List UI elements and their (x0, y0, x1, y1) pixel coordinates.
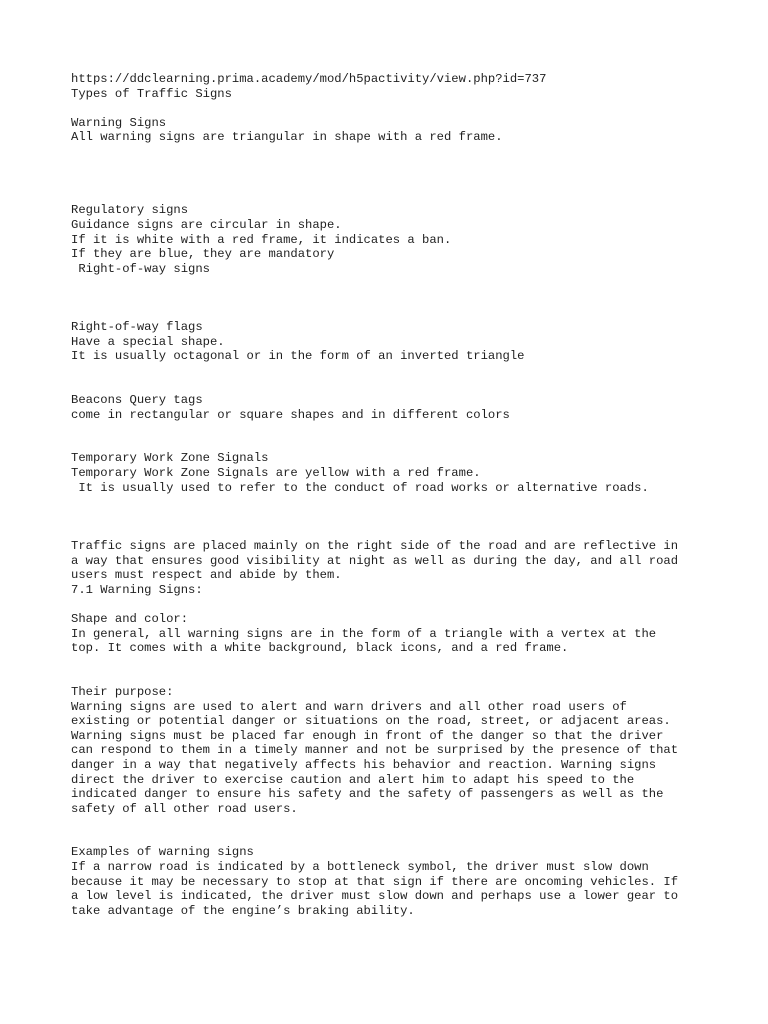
purpose-heading: Their purpose: (71, 684, 174, 699)
blank-line (71, 291, 711, 306)
regulatory-line: If they are blue, they are mandatory (71, 247, 335, 262)
doc-title: Types of Traffic Signs (71, 86, 232, 101)
purpose-paragraph: direct the driver to exercise caution and alert him to adapt his speed to the (71, 772, 635, 787)
flags-line: Have a special shape. (71, 334, 225, 349)
beacons-heading: Beacons Query tags (71, 393, 203, 408)
flags-line: It is usually octagonal or in the form of an inverted triangle (71, 349, 525, 364)
document-body (71, 72, 711, 918)
placement-paragraph: Traffic signs are placed mainly on the right side of the road and are reflective in (71, 539, 679, 553)
blank-line (71, 597, 711, 612)
blank-line (71, 656, 711, 671)
url: https://ddclearning.prima.academy/mod/h5pactivity/view.php?id=737 (71, 72, 547, 86)
purpose-paragraph: existing or potential danger or situations on the road, street, or adjacent areas. (71, 714, 671, 729)
blank-line (71, 831, 711, 846)
work-zone-line: It is usually used to refer to the conduct of road works or alternative roads. (71, 480, 649, 495)
work-zone-line: Temporary Work Zone Signals are yellow with a red frame. (71, 466, 481, 481)
examples-heading: Examples of warning signs (71, 845, 254, 860)
regulatory-line: Guidance signs are circular in shape. (71, 217, 342, 232)
purpose-paragraph: Warning signs are used to alert and warn drivers and all other road users of (71, 699, 627, 714)
examples-paragraph: take advantage of the engine’s braking ability. (71, 903, 415, 918)
blank-line (71, 524, 711, 539)
blank-line (71, 189, 711, 204)
blank-line (71, 276, 711, 291)
purpose-paragraph: can respond to them in a timely manner and not be surprised by the presence of that (71, 743, 679, 758)
shape-heading: Shape and color: (71, 611, 189, 626)
regulatory-heading: Regulatory signs (71, 203, 189, 218)
regulatory-line: Right-of-way signs (71, 261, 210, 276)
purpose-paragraph: safety of all other road users. (71, 801, 298, 816)
warning-desc: All warning signs are triangular in shape with a red frame. (71, 130, 503, 145)
beacons-line: come in rectangular or square shapes and in different colors (71, 407, 510, 422)
examples-paragraph: because it may be necessary to stop at that sign if there are oncoming vehicles. If (71, 874, 679, 889)
blank-line (71, 378, 711, 393)
blank-line (71, 364, 711, 379)
blank-line (71, 174, 711, 189)
purpose-paragraph: danger in a way that negatively affects his behavior and reaction. Warning signs (71, 757, 657, 772)
blank-line (71, 510, 711, 525)
examples-paragraph: If a narrow road is indicated by a bottleneck symbol, the driver must slow down (71, 860, 649, 875)
shape-paragraph: In general, all warning signs are in the form of a triangle with a vertex at the (71, 626, 657, 641)
work-zone-heading: Temporary Work Zone Signals (71, 451, 269, 466)
blank-line (71, 422, 711, 437)
blank-line (71, 306, 711, 321)
placement-paragraph: a way that ensures good visibility at night as well as during the day, and all road (71, 553, 679, 568)
purpose-paragraph: indicated danger to ensure his safety and the safety of passengers as well as the (71, 787, 664, 802)
blank-line (71, 670, 711, 685)
blank-line (71, 101, 711, 116)
blank-line (71, 816, 711, 831)
blank-line (71, 160, 711, 175)
flags-heading: Right-of-way flags (71, 320, 203, 335)
purpose-paragraph: Warning signs must be placed far enough in front of the danger so that the driver (71, 728, 664, 743)
blank-line (71, 495, 711, 510)
placement-paragraph: users must respect and abide by them. (71, 568, 342, 583)
regulatory-line: If it is white with a red frame, it indicates a ban. (71, 232, 452, 247)
blank-line (71, 145, 711, 160)
section-heading: 7.1 Warning Signs: (71, 582, 203, 597)
warning-heading: Warning Signs (71, 115, 167, 130)
examples-paragraph: a low level is indicated, the driver must slow down and perhaps use a lower gear to (71, 889, 679, 904)
blank-line (71, 437, 711, 452)
shape-paragraph: top. It comes with a white background, black icons, and a red frame. (71, 641, 569, 656)
